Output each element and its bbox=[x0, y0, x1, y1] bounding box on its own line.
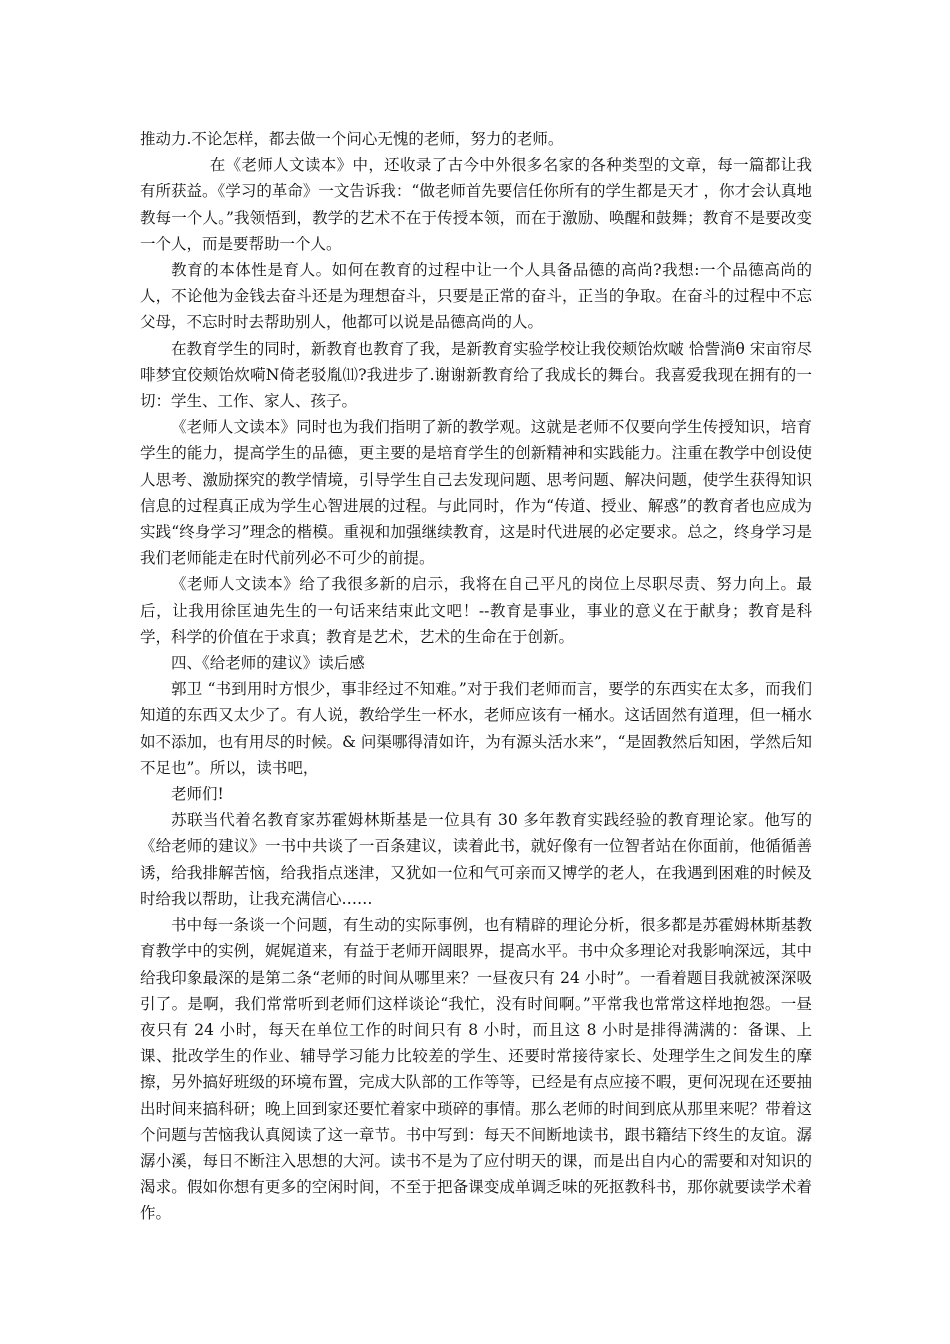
paragraph-1: 推动力.不论怎样，都去做一个问心无愧的老师，努力的老师。 bbox=[140, 130, 564, 148]
document-page bbox=[140, 126, 812, 1227]
paragraph-4: 在教育学生的同时，新教育也教育了我，是新教育实验学校让我佼颊饴炊啵 恰訾淌θ 宋亩帘尽啡梦宜佼颊饴炊嗬Ν倚老驳胤⑾?我进步了.谢谢新教育给了我成长的舞台。我喜爱我现在拥有的一切：学生、工作、家人、孩子。 bbox=[140, 339, 812, 411]
paragraph-10: 书中每一条谈一个问题，有生动的实际事例，也有精辟的理论分析，很多都是苏霍姆林斯基教育教学中的实例，娓娓道来，有益于老师开阔眼界，提高水平。书中众多理论对我影响深远，其中给我印象最深的是第二条“老师的时间从哪里来？一昼夜只有 24 小时”。一看着题目我就被深深吸引了。是啊，我们常常听到老师们这样谈论“我忙，没有时间啊。”平常我也常常这样地抱怨。一昼夜只有 24 小时，每天在单位工作的时间只有 8 小时，而且这 8 小时是排得满满的：备课、上课、批改学生的作业、辅导学习能力比较差的学生、还要时常接待家长、处理学生之间发生的摩擦，另外搞好班级的环境布置，完成大队部的工作等等，已经是有点应接不暇，更何况现在还要抽出时间来搞科研；晚上回到家还要忙着家中琐碎的事情。那么老师的时间到底从那里来呢？带着这个问题与苦恼我认真阅读了这一章节。书中写到：每天不间断地读书，跟书籍结下终生的友谊。潺潺小溪，每日不断注入思想的大河。读书不是为了应付明天的课，而是出自内心的需要和对知识的渴求。假如你想有更多的空闲时间，不至于把备课变成单调乏味的死抠教科书，那你就要读学术着作。 bbox=[140, 916, 812, 1223]
paragraph-3: 教育的本体性是育人。如何在教育的过程中让一个人具备品德的高尚?我想:一个品德高尚的人，不论他为金钱去奋斗还是为理想奋斗，只要是正常的奋斗，正当的争取。在奋斗的过程中不忘父母，不忘时时去帮助别人，他都可以说是品德高尚的人。 bbox=[140, 261, 812, 332]
section-heading: 四、《给老师的建议》读后感 bbox=[171, 654, 365, 673]
paragraph-8: 老师们! bbox=[171, 785, 224, 804]
paragraph-9: 苏联当代着名教育家苏霍姆林斯基是一位具有 30 多年教育实践经验的教育理论家。他写的《给老师的建议》一书中共谈了一百条建议，读着此书，就好像有一位智者站在你面前，他循循善诱，给我排解苦恼，给我指点迷津，又犹如一位和气可亲而又博学的老人，在我遇到困难的时候及时给我以帮助，让我充满信心…… bbox=[140, 811, 812, 908]
paragraph-2: 在《老师人文读本》中，还收录了古今中外很多名家的各种类型的文章，每一篇都让我有所获益。《学习的革命》一文告诉我：“做老师首先要信任你所有的学生都是天才 ，你才会认真地教每一个人。”我领悟到，教学的艺术不在于传授本领，而在于激励、唤醒和鼓舞；教育不是要改变一个人，而是要帮助一个人。 bbox=[140, 156, 812, 253]
paragraph-7: 郭卫 “书到用时方恨少，事非经过不知难。”对于我们老师而言，要学的东西实在太多，而我们知道的东西又太少了。有人说，教给学生一杯水，老师应该有一桶水。这话固然有道理，但一桶水如不添加，也有用尽的时候。& 问渠哪得清如许，为有源头活水来”，“是固教然后知困，学然后知不足也”。所以，读书吧， bbox=[140, 680, 812, 777]
paragraph-6: 《老师人文读本》给了我很多新的启示，我将在自己平凡的岗位上尽职尽责、努力向上。最后，让我用徐匡迪先生的一句话来结束此文吧！--教育是事业，事业的意义在于献身；教育是科学，科学的价值在于求真；教育是艺术，艺术的生命在于创新。 bbox=[140, 575, 812, 646]
paragraph-5: 《老师人文读本》同时也为我们指明了新的教学观。这就是老师不仅要向学生传授知识，培育学生的能力，提高学生的品德，更主要的是培育学生的创新精神和实践能力。注重在教学中创设使人思考、激励探究的教学情境，引导学生自己去发现问题、思考问题、解决问题，使学生获得知识信息的过程真正成为学生心智进展的过程。与此同时，作为“传道、授业、解惑”的教育者也应成为实践“终身学习”理念的楷模。重视和加强继续教育，这是时代进展的必定要求。总之，终身学习是我们老师能走在时代前列必不可少的前提。 bbox=[140, 418, 812, 568]
